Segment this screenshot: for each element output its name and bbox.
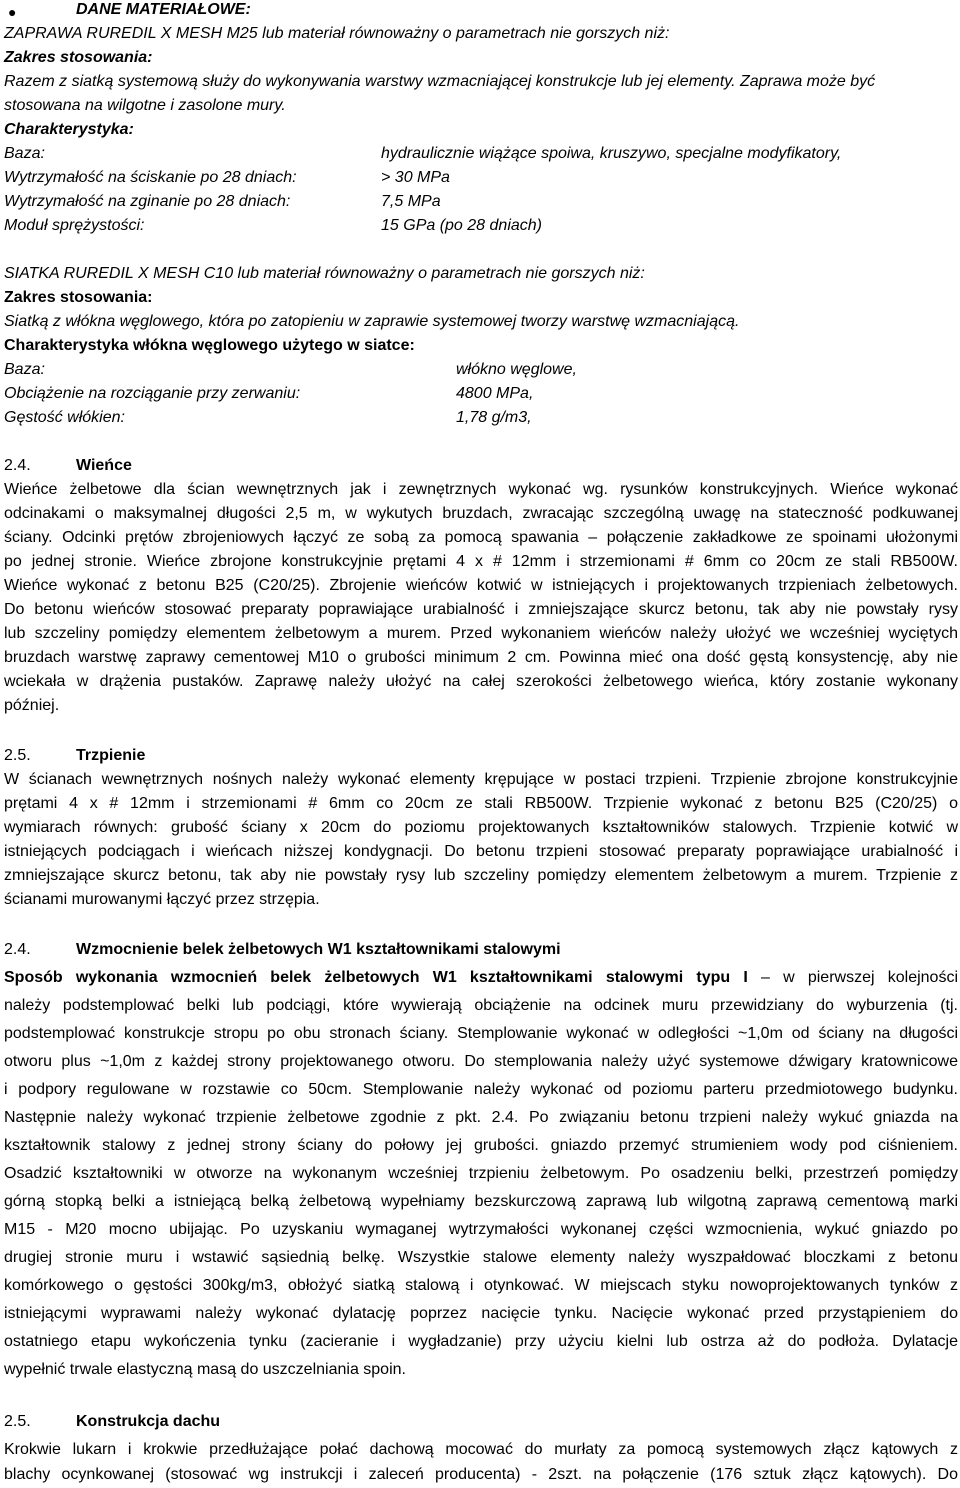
prop-label: Gęstość włókien: <box>4 409 125 426</box>
paragraph-line: komórkowego o gęstości 300kg/m3, obłożyć siatką stalową i otynkować. W miejscach styku nowoprojektowanych tynków z <box>4 1277 958 1294</box>
paragraph-line: wymiarach równych: grubość ściany x 20cm do poziomu projektowanych kształtowników stalowych. Trzpienie kotwić w <box>4 819 958 836</box>
paragraph-line: ścianami murowanymi łączyć przez strzępia. <box>4 891 320 908</box>
prop-value: hydraulicznie wiążące spoiwa, kruszywo, specjalne modyfikatory, <box>381 145 842 162</box>
mortar-scope-line-1: Razem z siatką systemową służy do wykonywania warstwy wzmacniającej konstrukcje lub jej elementy. Zaprawa może być <box>4 73 876 90</box>
section-heading-dach <box>4 1410 220 1434</box>
paragraph-line: otworu plus ~1,0m z każdej strony projektowanego otworu. Do stemplowania należy użyć systemowe dźwigary kratownicowe <box>4 1053 958 1070</box>
section-number: 2.5. <box>4 1413 31 1430</box>
mortar-title: ZAPRAWA RUREDIL X MESH M25 lub materiał równoważny o parametrach nie gorszych niż: <box>4 25 670 42</box>
prop-label: Baza: <box>4 145 45 162</box>
paragraph-line: M15 - M20 mocno ubijając. Po uzyskaniu wymaganej wytrzymałości wykonanej części wzmocnienia, wykuć gniazdo po <box>4 1221 958 1238</box>
mesh-scope: Siatką z włókna węglowego, która po zatopieniu w zaprawie systemowej tworzy warstwę wzmacniającą. <box>4 313 740 330</box>
intro-rest: – w pierwszej kolejności <box>747 969 958 986</box>
mortar-char-heading: Charakterystyka: <box>4 121 134 138</box>
paragraph-line: bruzdach warstwę zaprawy cementowej M10 o grubości minimum 2 cm. Powinna mieć ona dość gęstą konsystencję, aby nie <box>4 649 958 666</box>
paragraph-line: kształtownik stalowy z jednej strony ściany do połowy jej grubości. gniazdo przemyć strumieniem wody pod ciśnieniem. <box>4 1137 958 1154</box>
paragraph-line: lub szczeliny pomiędzy elementem żelbetowym a murem. Przed wykonaniem wieńców należy ułożyć we wcześniej wyciętych <box>4 625 958 642</box>
paragraph-line: prętami 4 x # 12mm i strzemionami # 6mm co 20cm ze stali RB500W. Trzpienie wykonać z betonu B25 (C20/25) o <box>4 795 958 812</box>
section-number: 2.5. <box>4 747 31 764</box>
paragraph-line: Wieńce wykonać z betonu B25 (C20/25). Zbrojenie wieńców kotwić w istniejących i projektowanych trzpieniach żelbetowych. <box>4 577 958 594</box>
paragraph-line: i podpory regulowane w rozstawie co 50cm. Stemplowanie należy wykonać od poziomu parteru przedmiotowego budynku. <box>4 1081 958 1098</box>
prop-label: Wytrzymałość na ściskanie po 28 dniach: <box>4 169 297 186</box>
mortar-scope-line-2: stosowana na wilgotne i zasolone mury. <box>4 97 286 114</box>
bullet-icon: ● <box>8 4 17 20</box>
section-title: Wzmocnienie belek żelbetowych W1 kształtownikami stalowymi <box>76 941 561 958</box>
paragraph-line: blachy ocynkowanej (stosować wg instrukcji i zaleceń producenta) - 2szt. na połączenie (176 sztuk złącz kątowych). Do <box>4 1466 958 1483</box>
paragraph-line: istniejących podciągach i wieńcach niższej kondygnacji. Do betonu trzpieni stosować preparaty poprawiające urabialność i <box>4 843 958 860</box>
paragraph-line: podstemplować konstrukcje stropu po obu stronach ściany. Stemplowanie wykonać w odległości ~1,0m od ściany na długości <box>4 1025 958 1042</box>
prop-value: 7,5 MPa <box>381 193 441 210</box>
paragraph-line: Osadzić kształtowniki w otworze na wykonanym wcześniej trzpieniu żelbetowym. Po osadzeniu belki, przestrzeń pomiędzy <box>4 1165 958 1182</box>
paragraph-line: górną stopką belki a istniejącą belką żelbetową wypełniamy bezskurczową zaprawą lub wilgotną zaprawą cementową marki <box>4 1193 958 1210</box>
section-title: Trzpienie <box>76 747 146 764</box>
mesh-title: SIATKA RUREDIL X MESH C10 lub materiał równoważny o parametrach nie gorszych niż: <box>4 265 645 282</box>
paragraph-line: ostatniego etapu wykończenia tynku (zacieranie i wygładzanie) przy użyciu kielni lub ostrza aż do podłoża. Dylatacje <box>4 1333 958 1350</box>
paragraph-line: po jednej stronie. Wieńce zbrojone konstrukcyjnie prętami 4 x # 12mm i strzemionami # 6mm co 20cm ze stali RB500W. <box>4 553 958 570</box>
paragraph-line: zmniejszające skurcz betonu, tak aby nie powstały rysy lub szczeliny pomiędzy elementem żelbetowym a murem. Trzpienie z <box>4 867 958 884</box>
paragraph-line: Następnie należy wykonać trzpienie żelbetowe zgodnie z pkt. 2.4. Po związaniu betonu trzpieni należy wykuć gniazda na <box>4 1109 958 1126</box>
paragraph-line: W ścianach wewnętrznych nośnych należy wykonać elementy krępujące w postaci trzpieni. Trzpienie zbrojone konstrukcyjnie <box>4 771 958 788</box>
prop-label: Obciążenie na rozciąganie przy zerwaniu: <box>4 385 301 402</box>
paragraph-intro <box>4 966 958 990</box>
paragraph-line: istniejącymi wyprawami należy wykonać dylatację poprzez nacięcie tynku. Nacięcie wykonać przed przystąpieniem do <box>4 1305 958 1322</box>
section-heading-trzpienie <box>4 744 145 768</box>
materials-heading: DANE MATERIAŁOWE: <box>76 1 251 18</box>
intro-bold: Sposób wykonania wzmocnień belek żelbetowych W1 kształtownikami stalowymi typu I <box>4 969 748 986</box>
prop-value: > 30 MPa <box>381 169 450 186</box>
prop-value: włókno węglowe, <box>456 361 577 378</box>
mesh-char-heading: Charakterystyka włókna węglowego użytego w siatce: <box>4 337 415 354</box>
prop-value: 15 GPa (po 28 dniach) <box>381 217 542 234</box>
paragraph-line: wciekała w drążenia pustaków. Zaprawę należy ułożyć na całej szerokości żelbetowego wieńca, który zostanie wykonany <box>4 673 958 690</box>
prop-label: Moduł sprężystości: <box>4 217 145 234</box>
paragraph-line: wypełnić trwale elastyczną masą do uszczelniania spoin. <box>4 1361 406 1378</box>
prop-value: 1,78 g/m3, <box>456 409 532 426</box>
section-heading-belki <box>4 938 561 962</box>
mortar-scope-heading: Zakres stosowania: <box>4 49 153 66</box>
section-title: Wieńce <box>76 457 132 474</box>
mesh-scope-heading: Zakres stosowania: <box>4 289 153 306</box>
prop-label: Wytrzymałość na zginanie po 28 dniach: <box>4 193 291 210</box>
paragraph-line: później. <box>4 697 60 714</box>
prop-label: Baza: <box>4 361 45 378</box>
paragraph-line: ściany. Odcinki prętów zbrojeniowych łączyć ze sobą za pomocą spawania – połączenie zakładkowe ze spoinami ułożonymi <box>4 529 958 546</box>
prop-value: 4800 MPa, <box>456 385 534 402</box>
paragraph-line: drugiej stronie muru i wstawić sąsiednią belkę. Wszystkie stalowe elementy należy wyszpałdować bloczkami z betonu <box>4 1249 958 1266</box>
section-title: Konstrukcja dachu <box>76 1413 221 1430</box>
paragraph-line: Krokwie lukarn i krokwie przedłużające połać dachową mocować do murłaty za pomocą systemowych złącz kątowych z <box>4 1441 958 1458</box>
section-heading-wience <box>4 454 132 478</box>
paragraph-line: Do betonu wieńców stosować preparaty poprawiające urabialność i zmniejszające skurcz betonu, tak aby nie powstały rysy <box>4 601 958 618</box>
paragraph-line: odcinakami o maksymalnej długości 2,5 m, w wykutych bruzdach, zwracając szczególną uwagę na stateczność podkuwanej <box>4 505 958 522</box>
section-number: 2.4. <box>4 941 31 958</box>
section-number: 2.4. <box>4 457 31 474</box>
paragraph-line: Wieńce żelbetowe dla ścian wewnętrznych jak i zewnętrznych wykonać wg. rysunków konstrukcyjnych. Wieńce wykonać <box>4 481 958 498</box>
paragraph-line: należy podstemplować belki lub podciągi, które wywierają obciążenie na odcinek muru przewidziany do wyburzenia (tj. <box>4 997 958 1014</box>
